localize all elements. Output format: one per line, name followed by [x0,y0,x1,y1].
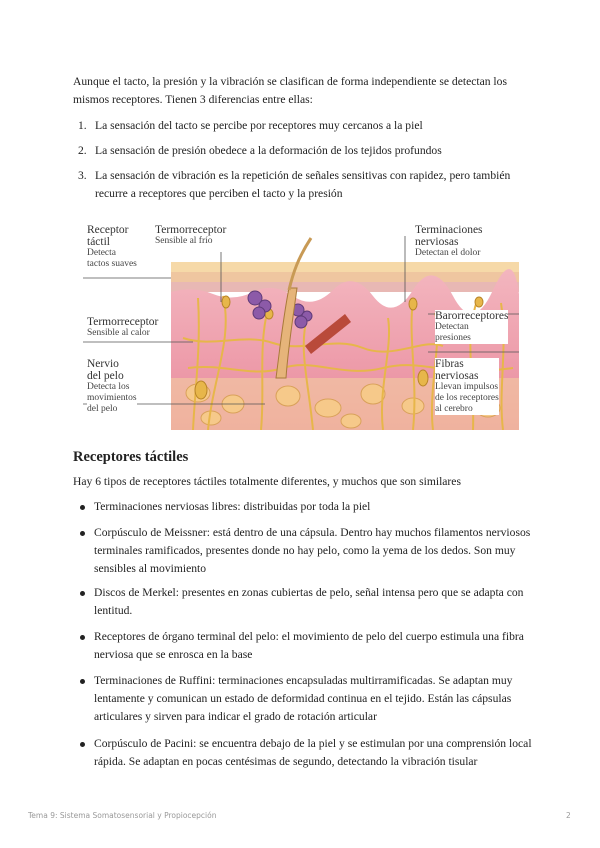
epidermis-surface [171,262,519,272]
list-item: Discos de Merkel: presentes en zonas cubiertas de pelo, señal intensa pero que se adapta con lentitud. [78,584,533,620]
list-number: 3. [78,169,87,182]
footer-title: Tema 9: Sistema Somatosensorial y Propiocepción [28,811,217,820]
list-item: Corpúsculo de Pacini: se encuentra debajo de la piel y se estimulan por una comprensión local rápida. Se adaptan en pocas centésimas de segundo, detectando la vibración tisular [78,735,533,771]
bullet-icon [80,505,85,510]
intro-paragraph: Aunque el tacto, la presión y la vibración se clasifican de forma independiente se detectan los mismos receptores. Tienen 3 diferencias entre ellas: [73,75,507,106]
bullet-icon [80,591,85,596]
label-termorreceptor-calor: Termorreceptor Sensible al calor [87,316,159,338]
difference-item [78,167,528,203]
page-number: 2 [566,811,571,820]
difference-text: La sensación de vibración es la repetición de señales sensitivas con rapidez, pero también recurre a receptores que perciben el tacto y la presión [95,169,511,200]
label-termorreceptor-frio: Termorreceptor Sensible al frío [155,224,227,246]
list-item: Terminaciones nerviosas libres: distribuidas por toda la piel [78,498,533,516]
section-heading: Receptores táctiles [73,449,189,465]
list-number: 1. [78,119,87,132]
label-fibras-nerviosas: Fibras nerviosas Llevan impulsos de los receptores al cerebro [435,358,499,414]
difference-item [78,142,528,160]
bullet-icon [80,679,85,684]
list-item: Terminaciones de Ruffini: terminaciones encapsuladas multirramificadas. Se adaptan muy lentamente y comunican un estado de deformidad continua en el tejido. Están las cápsulas articulares y sirven para indicar el grado de rotación articular [78,672,533,726]
difference-text: La sensación de presión obedece a la deformación de los tejidos profundos [95,144,442,157]
label-nervio-del-pelo: Nervio del pelo Detecta los movimientos del pelo [87,358,137,414]
list-item: Receptores de órgano terminal del pelo: el movimiento de pelo del cuerpo estimula una fibra nerviosa que se enrosca en la base [78,628,533,664]
bullet-icon [80,742,85,747]
list-item: Corpúsculo de Meissner: está dentro de una cápsula. Dentro hay muchos filamentos nerviosos terminales ramificados, presentes donde no hay pelo, como la yema de los dedos. Son muy sensibles al movimiento [78,524,533,578]
list-number: 2. [78,144,87,157]
label-terminaciones-nerviosas: Terminaciones nerviosas Detectan el dolor [415,224,483,258]
bullet-icon [80,531,85,536]
skin-receptors-figure [83,218,519,430]
difference-item [78,117,528,135]
difference-text: La sensación del tacto se percibe por receptores muy cercanos a la piel [95,119,423,132]
label-receptor-tactil: Receptor táctil Detecta tactos suaves [87,224,137,269]
label-barorreceptores: Barorreceptores Detectan presiones [435,310,509,343]
bullet-icon [80,635,85,640]
section-intro: Hay 6 tipos de receptores táctiles totalmente diferentes, y muchos que son similares [73,475,461,488]
